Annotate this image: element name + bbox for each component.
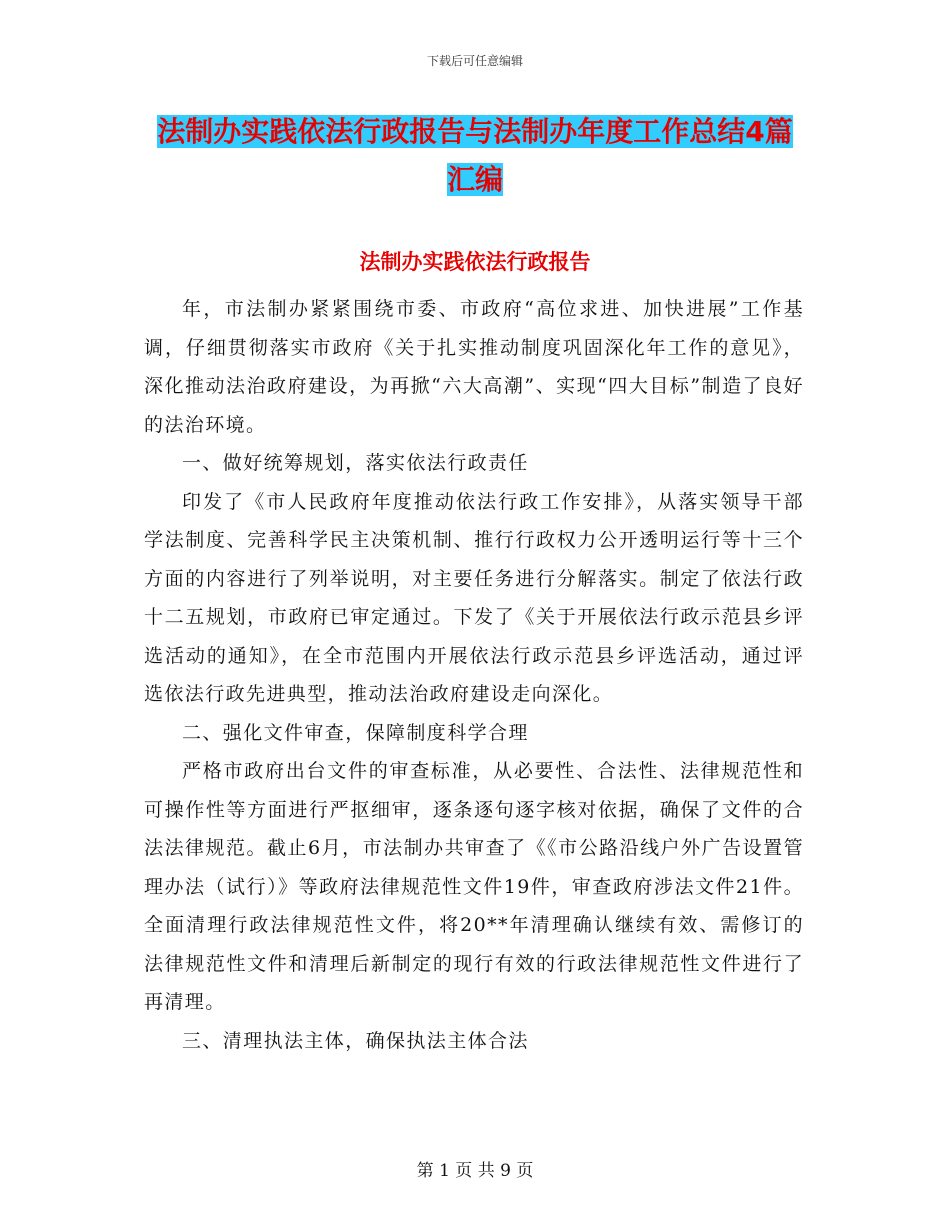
heading-paragraph: 三、清理执法主体，确保执法主体合法 xyxy=(182,1029,529,1052)
paragraph: 严格市政府出台文件的审查标准，从必要性、合法性、法律规范性和可操作性等方面进行严抠细审，逐条逐句逐字核对依据，确保了文件的合法法律规范。截止6月，市法制办共审查了《《市公路沿线户外广告设置管理办法（试行）》等政府法律规范性文件19件，审查政府涉法文件21件。全面清理行政法律规范性文件，将20**年清理确认继续有效、需修订的法律规范性文件和清理后新制定的现行有效的行政法律规范性文件进行了再清理。 xyxy=(144,760,804,1013)
paragraph: 印发了《市人民政府年度推动依法行政工作安排》，从落实领导干部学法制度、完善科学民主决策机制、推行行政权力公开透明运行等十三个方面的内容进行了列举说明，对主要任务进行分解落实。制定了依法行政十二五规划，市政府已审定通过。下发了《关于开展依法行政示范县乡评选活动的通知》，在全市范围内开展依法行政示范县乡评选活动，通过评选依法行政先进典型，推动法治政府建设走向深化。 xyxy=(144,490,804,705)
section-title: 法制办实践依法行政报告 xyxy=(359,250,591,274)
page-footer: 第 1 页 共 9 页 xyxy=(416,1161,534,1181)
document-body xyxy=(144,290,804,1060)
header-note: 下载后可任意编辑 xyxy=(426,54,523,68)
document-title-text: 法制办实践依法行政报告与法制办年度工作总结4篇汇编 xyxy=(157,115,793,196)
heading-paragraph: 一、做好统筹规划，落实依法行政责任 xyxy=(182,452,529,474)
document-title xyxy=(145,108,805,204)
paragraph: 年，市法制办紧紧围绕市委、市政府“高位求进、加快进展”工作基调，仔细贯彻落实市政府《关于扎实推动制度巩固深化年工作的意见》，深化推动法治政府建设，为再掀“六大高潮”、实现“四大目标”制造了良好的法治环境。 xyxy=(144,298,804,436)
heading-paragraph: 二、强化文件审查，保障制度科学合理 xyxy=(182,721,529,744)
